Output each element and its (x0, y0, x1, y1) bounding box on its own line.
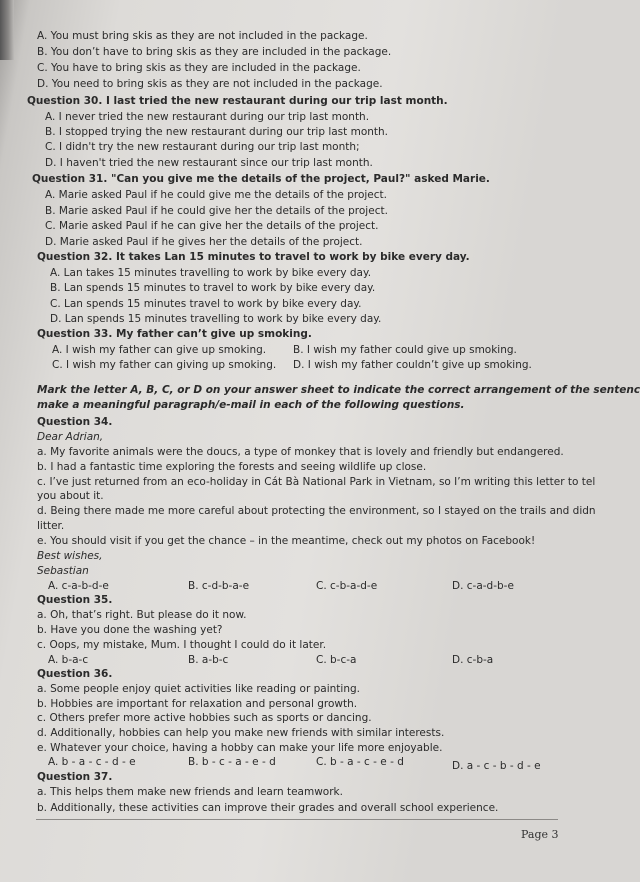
q31-option-a: A. Marie asked Paul if he could give me the details of the project. (45, 189, 387, 201)
q29-option-d: D. You need to bring skis as they are not included in the package. (37, 78, 383, 90)
q31-option-c: C. Marie asked Paul if he can give her the details of the project. (45, 220, 379, 232)
q34-option-b: B. c-d-b-a-e (188, 580, 250, 592)
q34-greeting: Dear Adrian, (37, 431, 104, 443)
q36-line-b: b. Hobbies are important for relaxation and personal growth. (37, 698, 358, 710)
q35-option-d: D. c-b-a (452, 654, 494, 666)
q34-closing: Best wishes, (37, 550, 103, 562)
q33-option-a: A. I wish my father can give up smoking. (52, 344, 267, 356)
q33-option-c: C. I wish my father can giving up smoking. (52, 359, 277, 371)
q35-option-c: C. b-c-a (316, 654, 357, 666)
q34-line-d-cont: litter. (37, 520, 65, 532)
q34-line-c: c. I’ve just returned from an eco-holiday in Cát Bà National Park in Vietnam, so I’m writing this letter to tel (37, 476, 596, 488)
q31-question: Question 31. "Can you give me the details of the project, Paul?" asked Marie. (32, 173, 490, 185)
q33-question: Question 33. My father can’t give up smoking. (37, 328, 312, 340)
q34-line-d: d. Being there made me more careful about protecting the environment, so I stayed on the trails and didn (37, 505, 596, 517)
q34-option-c: C. c-b-a-d-e (316, 580, 378, 592)
q35-line-b: b. Have you done the washing yet? (37, 624, 223, 636)
footer-divider (36, 819, 558, 820)
q34-title: Question 34. (37, 416, 113, 428)
q35-option-b: B. a-b-c (188, 654, 229, 666)
q35-line-a: a. Oh, that’s right. But please do it now. (37, 609, 247, 621)
q30-option-c: C. I didn't try the new restaurant during our trip last month; (45, 141, 360, 153)
section-instruction-line-2: make a meaningful paragraph/e-mail in each of the following questions. (37, 399, 465, 411)
q37-line-a: a. This helps them make new friends and learn teamwork. (37, 786, 343, 798)
q31-option-d: D. Marie asked Paul if he gives her the details of the project. (45, 236, 363, 248)
page-number: Page 3 (521, 828, 559, 841)
q36-line-d: d. Additionally, hobbies can help you make new friends with similar interests. (37, 727, 445, 739)
q36-line-a: a. Some people enjoy quiet activities like reading or painting. (37, 683, 360, 695)
q29-option-b: B. You don’t have to bring skis as they are included in the package. (37, 46, 392, 58)
q33-option-d: D. I wish my father couldn’t give up smoking. (293, 359, 532, 371)
q30-option-a: A. I never tried the new restaurant during our trip last month. (45, 111, 370, 123)
q34-line-e: e. You should visit if you get the chance – in the meantime, check out my photos on Facebook! (37, 535, 536, 547)
q36-option-c: C. b - a - c - e - d (316, 756, 404, 768)
section-instruction-line-1: Mark the letter A, B, C, or D on your answer sheet to indicate the correct arrangement of the sentenc (37, 384, 640, 396)
q30-question: Question 30. I last tried the new restaurant during our trip last month. (27, 95, 448, 107)
q36-option-d: D. a - c - b - d - e (452, 760, 541, 772)
q32-option-c: C. Lan spends 15 minutes travel to work by bike every day. (50, 298, 362, 310)
q34-line-b: b. I had a fantastic time exploring the forests and seeing wildlife up close. (37, 461, 427, 473)
q36-title: Question 36. (37, 668, 113, 680)
q34-signature: Sebastian (37, 565, 89, 577)
q30-option-d: D. I haven't tried the new restaurant since our trip last month. (45, 157, 373, 169)
q33-option-b: B. I wish my father could give up smoking. (293, 344, 517, 356)
q35-line-c: c. Oops, my mistake, Mum. I thought I could do it later. (37, 639, 327, 651)
q32-option-a: A. Lan takes 15 minutes travelling to work by bike every day. (50, 267, 372, 279)
q35-option-a: A. b-a-c (48, 654, 89, 666)
q32-option-b: B. Lan spends 15 minutes to travel to work by bike every day. (50, 282, 376, 294)
q32-option-d: D. Lan spends 15 minutes travelling to work by bike every day. (50, 313, 382, 325)
q36-line-c: c. Others prefer more active hobbies such as sports or dancing. (37, 712, 372, 724)
q35-title: Question 35. (37, 594, 113, 606)
q34-line-c-cont: you about it. (37, 490, 104, 502)
q29-option-c: C. You have to bring skis as they are included in the package. (37, 62, 361, 74)
q37-title: Question 37. (37, 771, 113, 783)
q37-line-b: b. Additionally, these activities can improve their grades and overall school experience. (37, 802, 499, 814)
q32-question: Question 32. It takes Lan 15 minutes to travel to work by bike every day. (37, 251, 470, 263)
q34-line-a: a. My favorite animals were the doucs, a type of monkey that is lovely and friendly but endangered. (37, 446, 564, 458)
q36-option-a: A. b - a - c - d - e (48, 756, 136, 768)
q34-option-d: D. c-a-d-b-e (452, 580, 514, 592)
q31-option-b: B. Marie asked Paul if he could give her the details of the project. (45, 205, 388, 217)
q36-option-b: B. b - c - a - e - d (188, 756, 276, 768)
q30-option-b: B. I stopped trying the new restaurant during our trip last month. (45, 126, 389, 138)
q29-option-a: A. You must bring skis as they are not included in the package. (37, 30, 368, 42)
q36-line-e: e. Whatever your choice, having a hobby can make your life more enjoyable. (37, 742, 443, 754)
q34-option-a: A. c-a-b-d-e (48, 580, 109, 592)
